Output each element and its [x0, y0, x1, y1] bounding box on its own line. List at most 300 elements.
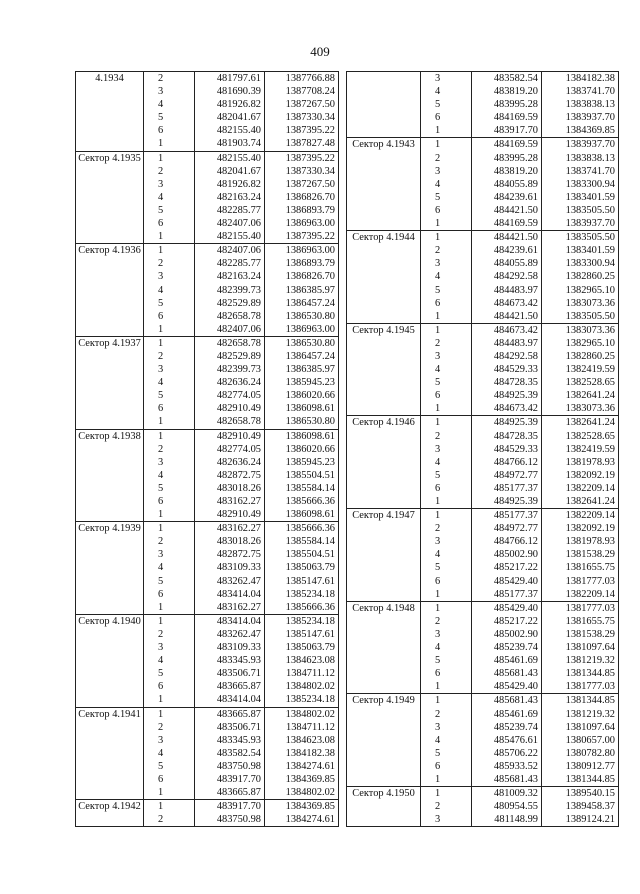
y-coordinate: 1381777.03: [565, 575, 615, 587]
point-number: 3: [435, 73, 441, 84]
y-coordinate: 1385234.18: [285, 588, 335, 600]
y-coordinate: 1386530.80: [285, 310, 335, 322]
sector-row: [76, 151, 339, 244]
point-number: 4: [435, 456, 441, 468]
sector-row: [76, 244, 339, 337]
sector-label: Сектор 4.1944: [352, 232, 415, 244]
point-number: 5: [158, 668, 164, 680]
y-coordinate: 1387267.50: [285, 99, 335, 111]
y-coordinate: 1384274.61: [285, 814, 335, 826]
x-coordinate-cell: [195, 151, 265, 244]
x-coordinate: 482407.06: [216, 245, 261, 257]
x-coordinate-cell: [195, 72, 265, 152]
y-coordinate-cell: [542, 323, 619, 416]
x-coordinate: 483414.04: [216, 615, 261, 627]
point-number-cell: [421, 416, 472, 509]
point-number: 1: [158, 601, 164, 613]
x-coordinate: 482774.05: [216, 443, 261, 455]
point-number: 1: [158, 416, 164, 428]
point-number: 2: [158, 350, 164, 362]
point-number: 5: [435, 284, 441, 296]
y-coordinate: 1386098.61: [285, 430, 335, 442]
point-number: 3: [435, 165, 441, 177]
x-coordinate: 484529.33: [493, 364, 538, 376]
point-number: 5: [158, 482, 164, 494]
point-number: 4: [158, 191, 164, 203]
point-number: 3: [435, 443, 441, 455]
x-coordinate-cell: [472, 231, 542, 324]
table-body-left: [76, 72, 339, 827]
y-coordinate: 1384369.85: [285, 801, 335, 813]
y-coordinate: 1384802.02: [285, 681, 335, 693]
y-coordinate-cell: [542, 601, 619, 694]
sector-row: [76, 800, 339, 827]
x-coordinate-cell: [195, 429, 265, 522]
point-number: 2: [435, 801, 441, 813]
y-coordinate: 1386457.24: [285, 350, 335, 362]
sector-row: [76, 336, 339, 429]
x-coordinate: 482658.78: [216, 310, 261, 322]
point-number: 6: [158, 310, 164, 322]
sector-cell: [347, 601, 421, 694]
point-number: 1: [435, 232, 441, 244]
point-number: 6: [435, 668, 441, 680]
x-coordinate: 482872.75: [216, 549, 261, 561]
y-coordinate-cell: [265, 614, 339, 707]
y-coordinate: 1382092.19: [565, 469, 615, 481]
x-coordinate: 483917.70: [216, 773, 261, 785]
x-coordinate-cell: [195, 244, 265, 337]
sector-label: Сектор 4.1945: [352, 324, 415, 336]
sector-row: [347, 231, 619, 324]
sector-label: Сектор 4.1936: [78, 245, 141, 257]
y-coordinate-cell: [542, 72, 619, 138]
point-number: 2: [435, 708, 441, 720]
y-coordinate: 1386457.24: [285, 297, 335, 309]
y-coordinate: 1386893.79: [285, 204, 335, 216]
point-number: 3: [435, 536, 441, 548]
y-coordinate: 1384623.08: [285, 734, 335, 746]
y-coordinate: 1383073.36: [565, 297, 615, 309]
point-number-cell: [421, 509, 472, 602]
y-coordinate: 1384802.02: [285, 708, 335, 720]
x-coordinate: 485217.22: [493, 615, 538, 627]
x-coordinate: 484972.77: [493, 469, 538, 481]
y-coordinate-cell: [265, 72, 339, 152]
y-coordinate: 1384802.02: [285, 787, 335, 799]
y-coordinate-cell: [542, 787, 619, 827]
x-coordinate: 481148.99: [494, 814, 538, 826]
point-number-cell: [144, 800, 195, 827]
y-coordinate: 1381655.75: [565, 615, 615, 627]
y-coordinate: 1387395.22: [285, 125, 335, 137]
point-number: 1: [158, 152, 164, 164]
x-coordinate: 485177.37: [493, 482, 538, 494]
x-coordinate: 482774.05: [216, 390, 261, 402]
y-coordinate: 1382965.10: [565, 337, 615, 349]
sector-label: Сектор 4.1948: [352, 602, 415, 614]
sector-label: Сектор 4.1946: [352, 417, 415, 429]
x-coordinate: 484421.50: [493, 232, 538, 244]
x-coordinate: 480954.55: [493, 801, 538, 813]
y-coordinate: 1382641.24: [565, 390, 615, 402]
y-coordinate: 1383505.50: [565, 310, 615, 322]
point-number: 5: [435, 562, 441, 574]
point-number: 4: [435, 642, 441, 654]
point-number: 1: [435, 602, 441, 614]
y-coordinate: 1383741.70: [565, 165, 615, 177]
sector-cell: [347, 787, 421, 827]
x-coordinate: 482910.49: [216, 430, 261, 442]
x-coordinate-cell: [195, 614, 265, 707]
table-body-right: [347, 72, 619, 827]
point-number-cell: [144, 707, 195, 800]
sector-cell: [76, 800, 144, 827]
x-coordinate: 484055.89: [493, 258, 538, 270]
y-coordinate: 1381978.93: [565, 536, 615, 548]
y-coordinate: 1382860.25: [565, 271, 615, 283]
x-coordinate: 482163.24: [216, 191, 261, 203]
point-number: 2: [158, 443, 164, 455]
y-coordinate-cell: [542, 694, 619, 787]
point-number: 6: [435, 575, 441, 587]
x-coordinate: 483162.27: [216, 601, 261, 613]
x-coordinate: 482407.06: [216, 218, 261, 230]
sector-row: [76, 522, 339, 615]
point-number: 2: [158, 536, 164, 548]
point-number: 1: [435, 218, 441, 230]
y-coordinate: 1386098.61: [285, 509, 335, 521]
y-coordinate: 1386530.80: [285, 416, 335, 428]
sector-label: 4.1934: [95, 73, 124, 84]
y-coordinate: 1385504.51: [285, 469, 335, 481]
y-coordinate: 1381538.29: [565, 628, 615, 640]
point-number: 3: [158, 734, 164, 746]
sector-cell: [347, 323, 421, 416]
point-number-cell: [144, 429, 195, 522]
sector-label: Сектор 4.1939: [78, 523, 141, 535]
point-number: 3: [158, 642, 164, 654]
point-number: 1: [158, 708, 164, 720]
point-number: 6: [435, 204, 441, 216]
point-number: 5: [158, 112, 164, 124]
x-coordinate: 483665.87: [216, 681, 261, 693]
sector-row: [347, 787, 619, 827]
point-number: 1: [435, 324, 441, 336]
point-number: 4: [158, 747, 164, 759]
x-coordinate: 485933.52: [493, 760, 538, 772]
y-coordinate: 1386963.00: [285, 245, 335, 257]
point-number: 2: [435, 245, 441, 257]
sector-cell: [347, 138, 421, 231]
y-coordinate: 1381344.85: [565, 773, 615, 785]
point-number: 1: [158, 245, 164, 257]
y-coordinate-cell: [265, 522, 339, 615]
y-coordinate: 1387708.24: [285, 86, 335, 98]
point-number: 5: [158, 204, 164, 216]
point-number: 5: [158, 297, 164, 309]
x-coordinate: 484483.97: [493, 337, 538, 349]
y-coordinate: 1386530.80: [285, 337, 335, 349]
x-coordinate: 484728.35: [493, 430, 538, 442]
x-coordinate: 483345.93: [216, 734, 261, 746]
x-coordinate-cell: [195, 522, 265, 615]
point-number: 4: [435, 86, 441, 98]
x-coordinate: 485002.90: [493, 628, 538, 640]
point-number: 3: [158, 364, 164, 376]
point-number-cell: [144, 151, 195, 244]
coordinates-table-left: [75, 71, 339, 827]
point-number-cell: [144, 614, 195, 707]
point-number-cell: [421, 72, 472, 138]
y-coordinate: 1383741.70: [565, 86, 615, 98]
sector-label: Сектор 4.1938: [78, 430, 141, 442]
sector-cell: [76, 522, 144, 615]
x-coordinate: 484529.33: [493, 443, 538, 455]
y-coordinate: 1381344.85: [565, 695, 615, 707]
x-coordinate: 483345.93: [216, 655, 261, 667]
x-coordinate: 483262.47: [216, 628, 261, 640]
point-number: 5: [435, 99, 441, 111]
point-number: 1: [158, 509, 164, 521]
y-coordinate: 1385234.18: [285, 615, 335, 627]
y-coordinate: 1381655.75: [565, 562, 615, 574]
point-number: 1: [158, 323, 164, 335]
x-coordinate: 484728.35: [493, 377, 538, 389]
x-coordinate: 483262.47: [216, 575, 261, 587]
sector-cell: [76, 707, 144, 800]
y-coordinate: 1387827.48: [285, 138, 335, 150]
point-number: 5: [435, 191, 441, 203]
y-coordinate: 1381777.03: [565, 681, 615, 693]
x-coordinate: 483582.54: [493, 73, 538, 84]
x-coordinate-cell: [472, 509, 542, 602]
point-number: 3: [158, 86, 164, 98]
y-coordinate: 1386826.70: [285, 271, 335, 283]
point-number: 1: [158, 801, 164, 813]
point-number: 1: [435, 496, 441, 507]
y-coordinate: 1382209.14: [565, 482, 615, 494]
x-coordinate: 482407.06: [216, 323, 261, 335]
sector-cell: [76, 151, 144, 244]
point-number: 4: [158, 284, 164, 296]
point-number: 4: [158, 99, 164, 111]
x-coordinate: 485476.61: [493, 734, 538, 746]
y-coordinate: 1383937.70: [565, 218, 615, 230]
y-coordinate: 1387395.22: [285, 152, 335, 164]
point-number: 1: [435, 310, 441, 322]
sector-label: Сектор 4.1949: [352, 695, 415, 707]
y-coordinate: 1382209.14: [565, 510, 615, 522]
x-coordinate: 484673.42: [493, 297, 538, 309]
sector-cell: [76, 244, 144, 337]
x-coordinate: 483819.20: [493, 165, 538, 177]
point-number: 1: [158, 523, 164, 535]
sector-label: Сектор 4.1940: [78, 615, 141, 627]
sector-row: [347, 323, 619, 416]
point-number: 3: [158, 178, 164, 190]
y-coordinate: 1384369.85: [565, 125, 615, 137]
x-coordinate: 484169.59: [493, 112, 538, 124]
x-coordinate: 483018.26: [216, 536, 261, 548]
x-coordinate: 483018.26: [216, 482, 261, 494]
point-number: 1: [435, 588, 441, 600]
y-coordinate: 1386020.66: [285, 443, 335, 455]
sector-row: [347, 694, 619, 787]
y-coordinate-cell: [265, 151, 339, 244]
y-coordinate: 1389458.37: [565, 801, 615, 813]
y-coordinate: 1385063.79: [285, 562, 335, 574]
point-number: 5: [158, 760, 164, 772]
y-coordinate: 1382641.24: [565, 496, 615, 507]
y-coordinate: 1387395.22: [285, 231, 335, 243]
point-number: 3: [158, 271, 164, 283]
x-coordinate: 484673.42: [493, 324, 538, 336]
x-coordinate: 481690.39: [216, 86, 261, 98]
point-number: 4: [158, 469, 164, 481]
y-coordinate: 1387267.50: [285, 178, 335, 190]
x-coordinate: 484766.12: [493, 536, 538, 548]
x-coordinate: 482163.24: [216, 271, 261, 283]
point-number: 1: [158, 694, 164, 706]
x-coordinate: 484972.77: [493, 523, 538, 535]
y-coordinate: 1385584.14: [285, 536, 335, 548]
y-coordinate: 1383838.13: [565, 152, 615, 164]
x-coordinate: 484292.58: [493, 350, 538, 362]
y-coordinate: 1385063.79: [285, 642, 335, 654]
x-coordinate: 484421.50: [493, 204, 538, 216]
sector-cell: [76, 72, 144, 152]
x-coordinate-cell: [195, 707, 265, 800]
point-number: 4: [435, 549, 441, 561]
y-coordinate-cell: [542, 509, 619, 602]
point-number: 4: [435, 178, 441, 190]
sector-cell: [76, 429, 144, 522]
y-coordinate: 1383838.13: [565, 99, 615, 111]
sector-cell: [347, 231, 421, 324]
point-number: 4: [435, 364, 441, 376]
x-coordinate: 484169.59: [493, 218, 538, 230]
x-coordinate: 482910.49: [216, 403, 261, 415]
sector-label: Сектор 4.1947: [352, 510, 415, 522]
x-coordinate: 484483.97: [493, 284, 538, 296]
point-number: 3: [435, 350, 441, 362]
sector-cell: [347, 72, 421, 138]
sector-label: Сектор 4.1942: [78, 801, 141, 813]
x-coordinate-cell: [472, 323, 542, 416]
y-coordinate: 1386020.66: [285, 390, 335, 402]
x-coordinate: 485217.22: [493, 562, 538, 574]
y-coordinate: 1382860.25: [565, 350, 615, 362]
point-number-cell: [144, 336, 195, 429]
x-coordinate: 481926.82: [216, 99, 261, 111]
y-coordinate: 1382641.24: [565, 417, 615, 429]
y-coordinate: 1384182.38: [565, 73, 615, 84]
x-coordinate: 485706.22: [493, 747, 538, 759]
point-number: 5: [158, 575, 164, 587]
y-coordinate: 1382528.65: [565, 430, 615, 442]
x-coordinate: 483665.87: [216, 787, 261, 799]
coordinates-table-right: [346, 71, 619, 827]
y-coordinate-cell: [265, 429, 339, 522]
point-number: 2: [435, 523, 441, 535]
y-coordinate: 1383073.36: [565, 403, 615, 415]
x-coordinate-cell: [472, 694, 542, 787]
x-coordinate: 481903.74: [216, 138, 261, 150]
point-number: 6: [435, 760, 441, 772]
point-number-cell: [421, 787, 472, 827]
point-number: 3: [158, 456, 164, 468]
x-coordinate: 483162.27: [216, 523, 261, 535]
x-coordinate: 482529.89: [216, 350, 261, 362]
x-coordinate: 483414.04: [216, 694, 261, 706]
y-coordinate: 1382419.59: [565, 364, 615, 376]
y-coordinate: 1381777.03: [565, 602, 615, 614]
y-coordinate-cell: [265, 707, 339, 800]
y-coordinate: 1389124.21: [565, 814, 615, 826]
x-coordinate: 483506.71: [216, 721, 261, 733]
x-coordinate: 483506.71: [216, 668, 261, 680]
sector-row: [347, 509, 619, 602]
x-coordinate: 481797.61: [216, 73, 261, 84]
sector-cell: [76, 336, 144, 429]
y-coordinate: 1383300.94: [565, 178, 615, 190]
point-number: 6: [158, 496, 164, 507]
x-coordinate: 483162.27: [216, 496, 261, 507]
y-coordinate: 1383073.36: [565, 324, 615, 336]
y-coordinate: 1385584.14: [285, 482, 335, 494]
x-coordinate: 483917.70: [493, 125, 538, 137]
x-coordinate: 484766.12: [493, 456, 538, 468]
x-coordinate: 484421.50: [493, 310, 538, 322]
x-coordinate: 482529.89: [216, 297, 261, 309]
sector-row: [76, 707, 339, 800]
y-coordinate: 1382209.14: [565, 588, 615, 600]
x-coordinate: 482399.73: [216, 364, 261, 376]
y-coordinate: 1385945.23: [285, 377, 335, 389]
point-number: 1: [435, 773, 441, 785]
x-coordinate: 484239.61: [493, 245, 538, 257]
point-number: 2: [158, 258, 164, 270]
x-coordinate-cell: [472, 787, 542, 827]
x-coordinate: 484925.39: [493, 496, 538, 507]
y-coordinate: 1380782.80: [565, 747, 615, 759]
point-number: 1: [435, 417, 441, 429]
x-coordinate: 484239.61: [493, 191, 538, 203]
x-coordinate: 485429.40: [493, 602, 538, 614]
point-number: 1: [158, 615, 164, 627]
x-coordinate-cell: [472, 138, 542, 231]
x-coordinate: 482910.49: [216, 509, 261, 521]
sector-label: Сектор 4.1943: [352, 139, 415, 151]
point-number: 5: [435, 747, 441, 759]
x-coordinate: 483109.33: [216, 562, 261, 574]
y-coordinate: 1383505.50: [565, 204, 615, 216]
point-number: 1: [435, 510, 441, 522]
sector-row: [347, 138, 619, 231]
sector-label: Сектор 4.1950: [352, 788, 415, 800]
point-number: 1: [435, 403, 441, 415]
x-coordinate: 483995.28: [493, 99, 538, 111]
x-coordinate-cell: [195, 800, 265, 827]
y-coordinate: 1386098.61: [285, 403, 335, 415]
point-number: 1: [158, 337, 164, 349]
x-coordinate: 482041.67: [216, 112, 261, 124]
y-coordinate: 1386385.97: [285, 284, 335, 296]
y-coordinate: 1383401.59: [565, 245, 615, 257]
point-number: 4: [158, 377, 164, 389]
x-coordinate: 483750.98: [216, 760, 261, 772]
